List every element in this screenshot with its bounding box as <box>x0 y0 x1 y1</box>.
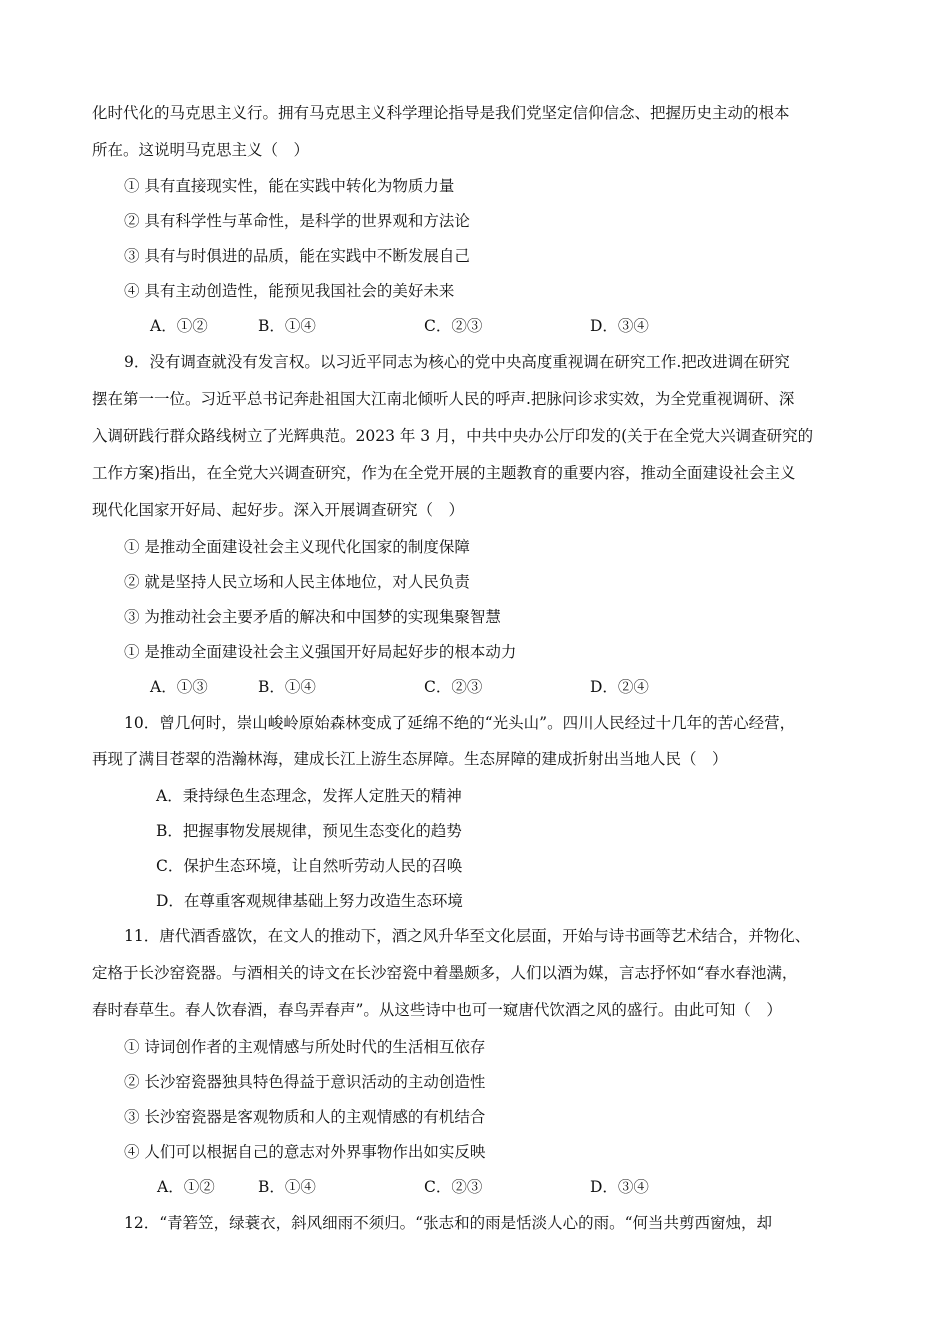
q10-option-b: B．把握事物发展规律，预见生态变化的趋势 <box>156 822 462 840</box>
q10-option-c: C．保护生态环境，让自然听劳动人民的召唤 <box>156 857 463 875</box>
q11-answer-b: B．①④ <box>258 1178 316 1196</box>
q9-line-4: 工作方案)指出，在全党大兴调查研究，作为在全党开展的主题教育的重要内容，推动全面建设社会主义 <box>92 464 796 482</box>
q9-line-5: 现代化国家开好局、起好步。深入开展调查研究（ ） <box>92 501 465 519</box>
q9-item-2: ② 就是坚持人民立场和人民主体地位，对人民负责 <box>124 573 470 591</box>
q10-option-d: D．在尊重客观规律基础上努力改造生态环境 <box>156 892 463 910</box>
q8-line-1: 化时代化的马克思主义行。拥有马克思主义科学理论指导是我们党坚定信仰信念、把握历史主动的根本 <box>92 104 790 122</box>
q12-line-1: 12．“青箬笠，绿蓑衣，斜风细雨不须归。“张志和的雨是恬淡人心的雨。“何当共剪西窗烛，却 <box>124 1214 772 1232</box>
q9-item-4: ① 是推动全面建设社会主义强国开好局起好步的根本动力 <box>124 643 517 661</box>
q11-line-3: 春时春草生。春人饮春酒，春鸟弄春声”。从这些诗中也可一窥唐代饮酒之风的盛行。由此可知（ ） <box>92 1001 782 1019</box>
q11-answer-c: C．②③ <box>424 1178 483 1196</box>
q11-item-2: ② 长沙窑瓷器独具特色得益于意识活动的主动创造性 <box>124 1073 486 1091</box>
q8-item-1: ① 具有直接现实性，能在实践中转化为物质力量 <box>124 177 455 195</box>
q9-answer-b: B．①④ <box>258 678 316 696</box>
q8-line-2: 所在。这说明马克思主义（ ） <box>92 141 310 159</box>
q8-answer-a: A．①② <box>150 317 208 335</box>
q8-answer-d: D．③④ <box>590 317 649 335</box>
q9-line-3: 入调研践行群众路线树立了光辉典范。2023 年 3 月，中共中央办公厅印发的(关于在全党大兴调查研究的 <box>92 427 814 445</box>
q8-answer-c: C．②③ <box>424 317 483 335</box>
q9-line-2: 摆在第一一位。习近平总书记奔赴祖国大江南北倾听人民的呼声.把脉问诊求实效，为全党重视调研、深 <box>92 390 795 408</box>
q11-line-2: 定格于长沙窑瓷器。与酒相关的诗文在长沙窑瓷中着墨颇多，人们以酒为媒，言志抒怀如“春水春池满， <box>92 964 798 982</box>
q9-item-3: ③ 为推动社会主要矛盾的解决和中国梦的实现集聚智慧 <box>124 608 501 626</box>
q9-answer-a: A．①③ <box>150 678 208 696</box>
q11-line-1: 11．唐代酒香盛饮，在文人的推动下，酒之风升华至文化层面，开始与诗书画等艺术结合，并物化、 <box>124 927 811 945</box>
q8-answer-b: B．①④ <box>258 317 316 335</box>
q10-line-2: 再现了满目苍翠的浩瀚林海，建成长江上游生态屏障。生态屏障的建成折射出当地人民（ ） <box>92 750 728 768</box>
q9-answer-c: C．②③ <box>424 678 483 696</box>
q8-item-2: ② 具有科学性与革命性，是科学的世界观和方法论 <box>124 212 470 230</box>
q10-line-1: 10．曾几何时，崇山峻岭原始森林变成了延绵不绝的“光头山”。四川人民经过十几年的苦心经营， <box>124 714 796 732</box>
q9-answer-d: D．②④ <box>590 678 649 696</box>
q11-item-4: ④ 人们可以根据自己的意志对外界事物作出如实反映 <box>124 1143 486 1161</box>
q10-option-a: A．秉持绿色生态理念，发挥人定胜天的精神 <box>156 787 462 805</box>
q11-item-3: ③ 长沙窑瓷器是客观物质和人的主观情感的有机结合 <box>124 1108 486 1126</box>
q9-line-1: 9．没有调查就没有发言权。以习近平同志为核心的党中央高度重视调在研究工作.把改进调在研究 <box>124 353 790 371</box>
q11-item-1: ① 诗词创作者的主观情感与所处时代的生活相互依存 <box>124 1038 486 1056</box>
q8-item-4: ④ 具有主动创造性，能预见我国社会的美好未来 <box>124 282 455 300</box>
q11-answer-a: A．①② <box>157 1178 215 1196</box>
q8-item-3: ③ 具有与时俱进的品质，能在实践中不断发展自己 <box>124 247 470 265</box>
q9-item-1: ① 是推动全面建设社会主义现代化国家的制度保障 <box>124 538 470 556</box>
q11-answer-d: D．③④ <box>590 1178 649 1196</box>
